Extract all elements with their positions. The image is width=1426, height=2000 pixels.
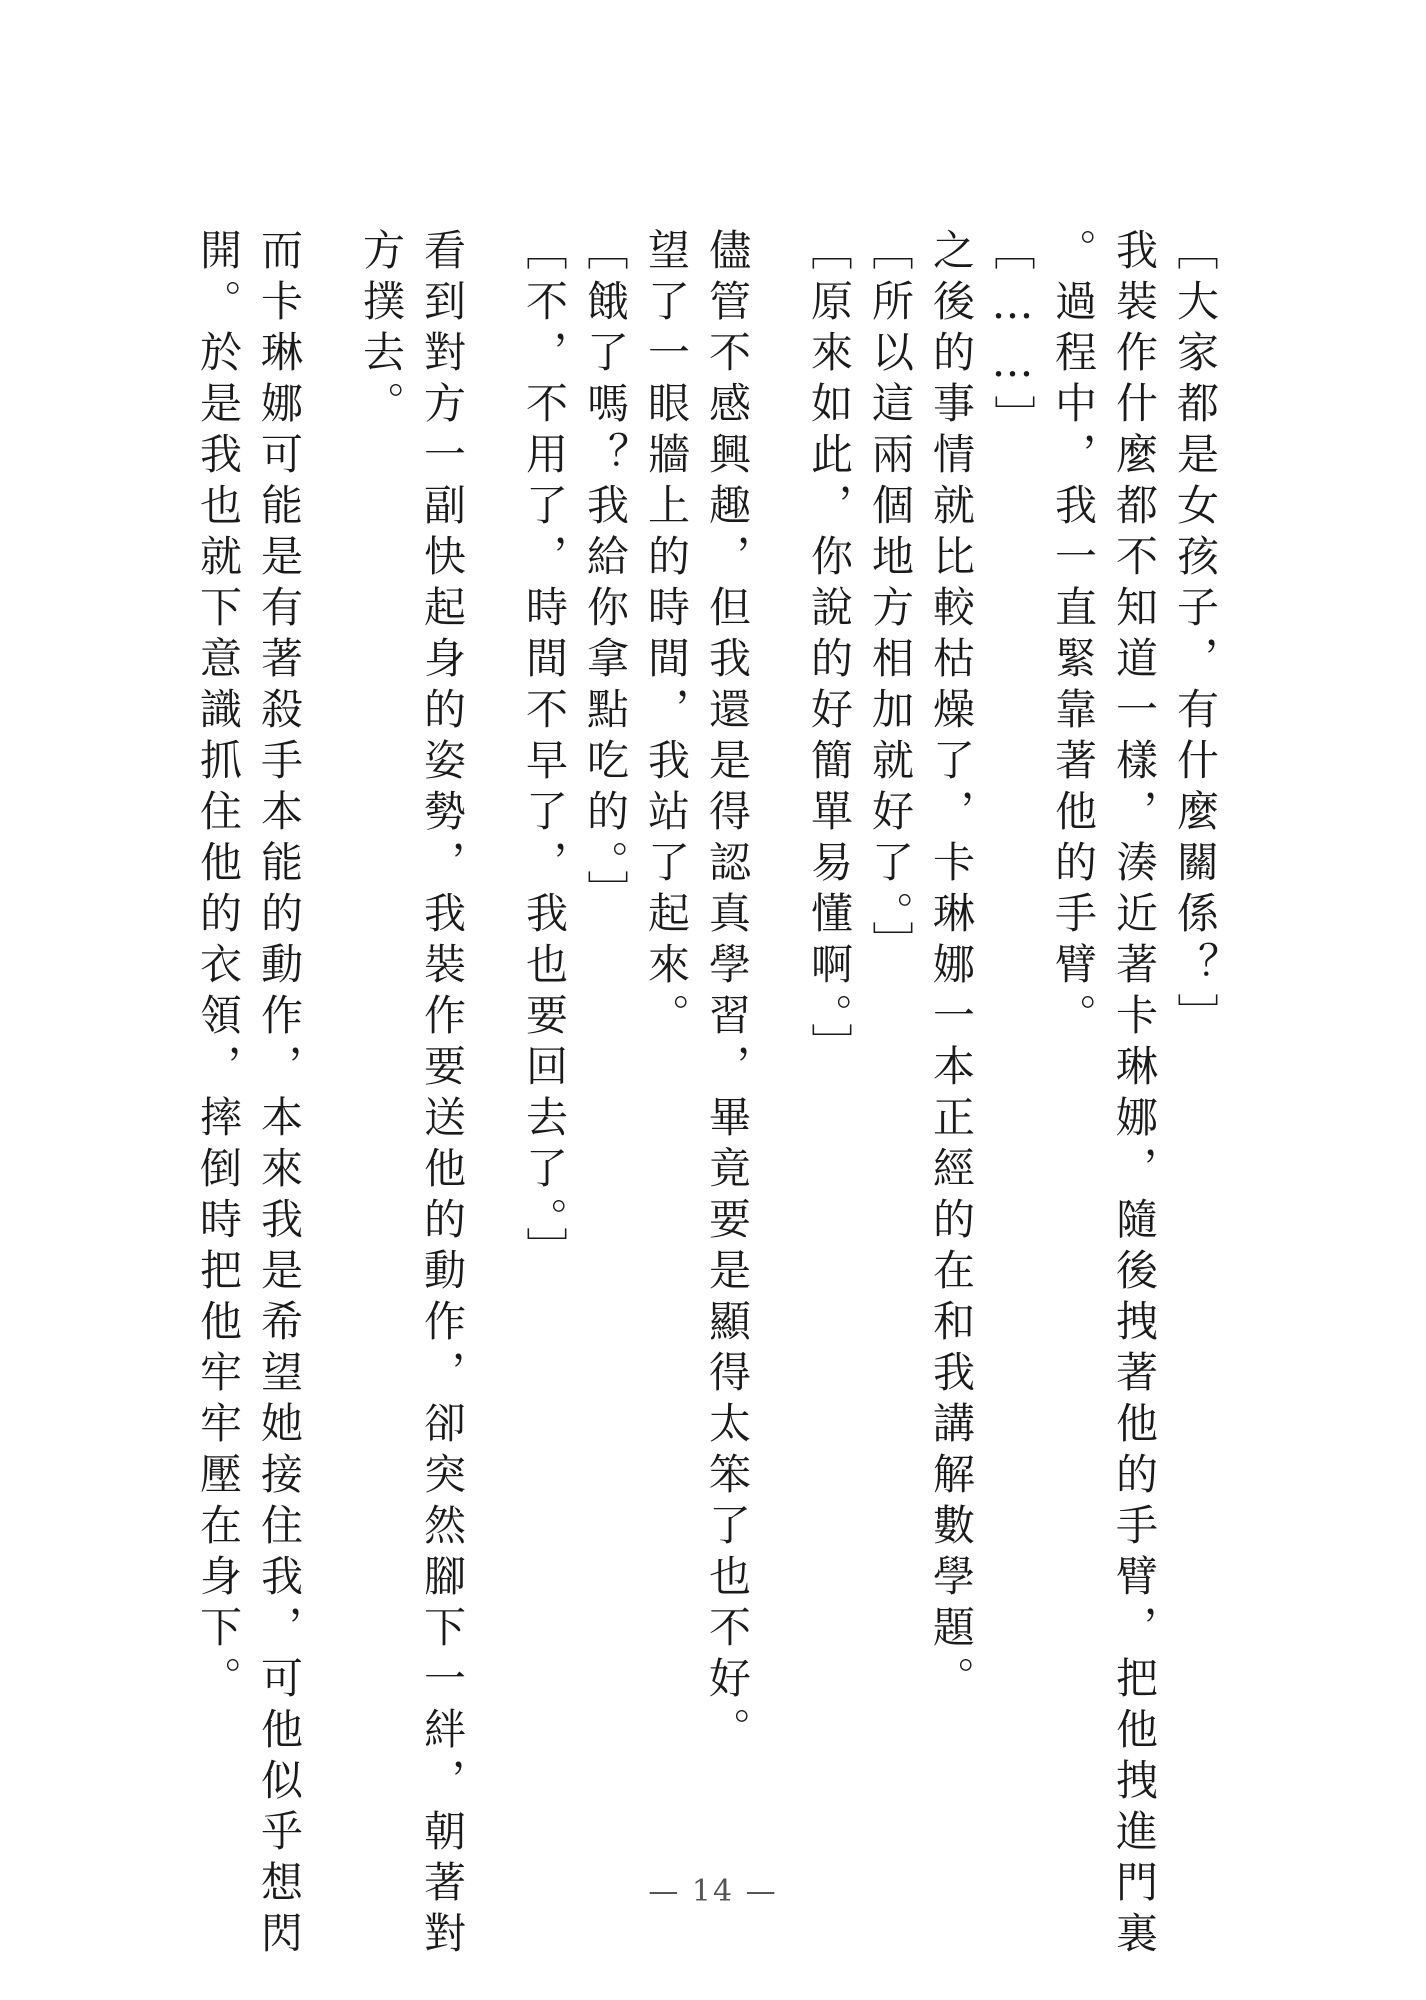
text-line-dialogue: ［不，不用了，時間不早了，我也要回去了。］: [520, 228, 569, 1278]
text-line-dialogue: ［餓了嗎？我給你拿點吃的。］: [581, 228, 630, 921]
text-line-narration: 之後的事情就比較枯燥了，卡琳娜一本正經的在和我講解數學題。: [927, 228, 976, 1707]
text-line-narration: 而卡琳娜可能是有著殺手本能的動作，本來我是希望她接住我，可他似乎想閃: [255, 228, 304, 1962]
text-line-narration: 。過程中，我一直緊靠著他的手臂。: [1049, 228, 1098, 1044]
text-line-dialogue: ［大家都是女孩子，有什麼關係？］: [1171, 228, 1220, 1044]
text-line-narration: 開。於是我也就下意識抓住他的衣領，摔倒時把他牢牢壓在身下。: [194, 228, 243, 1707]
text-line-dialogue: ［原來如此，你說的好簡單易懂啊。］: [805, 228, 854, 1074]
text-line-narration: 看到對方一副快起身的姿勢，我裝作要送他的動作，卻突然腳下一絆，朝著對: [418, 228, 467, 1962]
page-number: — 14 —: [648, 1874, 778, 1909]
text-line-narration: 方撲去。: [357, 228, 406, 432]
text-line-dialogue: ［所以這兩個地方相加就好了。］: [866, 228, 915, 972]
text-line-narration: 我裝作什麼都不知道一樣，湊近著卡琳娜，隨後拽著他的手臂，把他拽進門裏: [1110, 228, 1159, 1962]
text-line-narration: 儘管不感興趣，但我還是得認真學習，畢竟要是顯得太笨了也不好。: [703, 228, 752, 1758]
text-line-narration: 望了一眼牆上的時間，我站了起來。: [642, 228, 691, 1044]
text-line-dialogue: ［……］: [988, 228, 1037, 446]
